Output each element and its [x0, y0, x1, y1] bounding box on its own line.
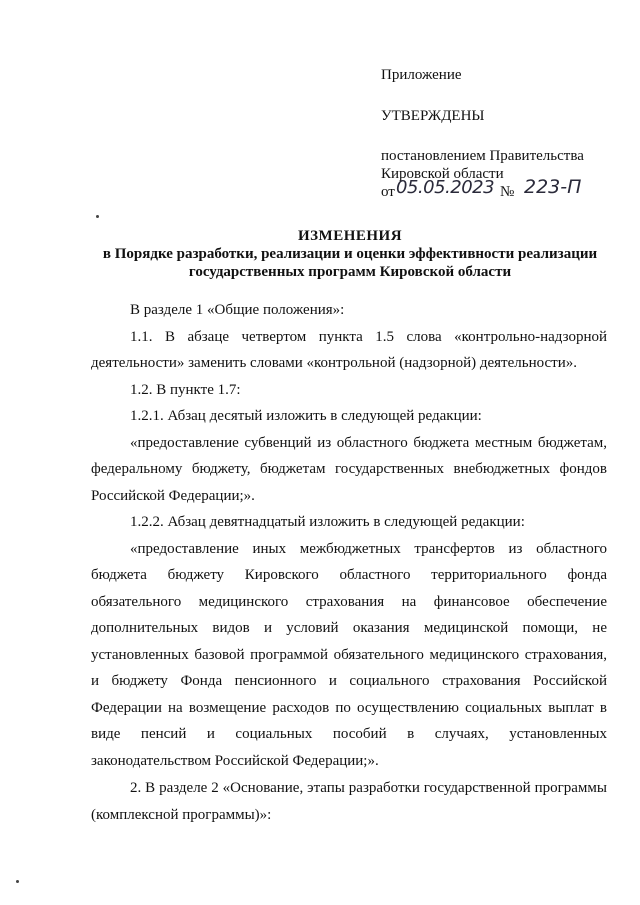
- date-prefix: от: [381, 184, 395, 200]
- handwritten-date: 05.05.2023: [396, 177, 495, 198]
- paragraph: 1.2.1. Абзац десятый изложить в следующей редакции:: [130, 408, 482, 424]
- paragraph: В разделе 1 «Общие положения»:: [130, 302, 345, 318]
- scan-speck: [16, 880, 19, 883]
- paragraph: 1.2. В пункте 1.7:: [130, 381, 241, 398]
- paragraph: «предоставление субвенций из областного бюджета местным бюджетам, федеральному бюджету, бюджетам государственных внебюджетных фондов Российской Федерации;».: [91, 434, 607, 504]
- date-number-line: [381, 176, 621, 205]
- decree-line-1: постановлением Правительства: [381, 148, 584, 164]
- heading-subtitle-line-1: в Порядке разработки, реализации и оценки эффективности реализации: [102, 246, 598, 262]
- document-heading: [80, 227, 620, 281]
- document-body: [91, 297, 607, 828]
- decree-line-2: Кировской области: [381, 166, 504, 182]
- approved-label: УТВЕРЖДЕНЫ: [381, 108, 485, 124]
- heading-title: ИЗМЕНЕНИЯ: [297, 228, 403, 244]
- appendix-label: Приложение: [381, 67, 462, 83]
- number-sign: №: [500, 184, 515, 200]
- scan-speck: [96, 215, 99, 218]
- paragraph: «предоставление иных межбюджетных трансфертов из областного бюджета бюджету Кировского областного территориального фонда обязательного медицинского страхования на финансовое обеспечение дополнительных видов и условий оказания медицинской помощи, не установленных базовой программой обязательного медицинского страхования, и бюджету Фонда пенсионного и социального страхования Российской Федерации на возмещение расходов по осуществлению социальных выплат в виде пенсий и социальных пособий в случаях, установленных законодательством Российской Федерации;».: [91, 540, 607, 769]
- paragraph: 1.2.2. Абзац девятнадцатый изложить в следующей редакции:: [130, 514, 525, 530]
- heading-subtitle-line-2: государственных программ Кировской области: [188, 264, 512, 280]
- approval-block: [381, 66, 621, 205]
- paragraph: 1.1. В абзаце четвертом пункта 1.5 слова «контрольно-надзорной деятельности» заменить словами «контрольной (надзорной) деятельности».: [91, 328, 607, 371]
- handwritten-number: 223-П: [524, 176, 582, 198]
- paragraph: 2. В разделе 2 «Основание, этапы разработки государственной программы (комплексной программы)»:: [91, 780, 607, 823]
